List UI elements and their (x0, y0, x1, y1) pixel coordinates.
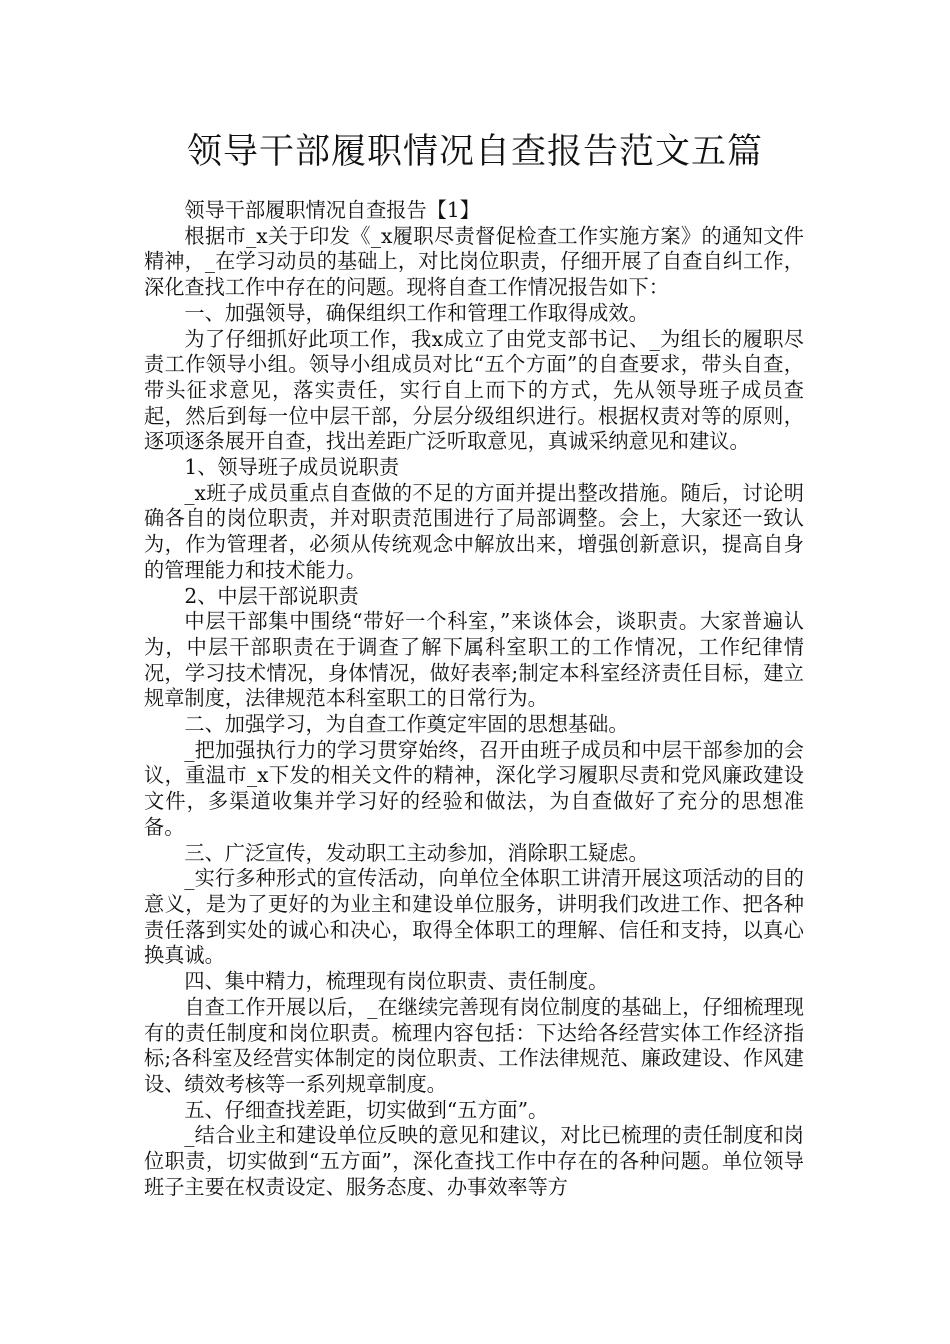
paragraph: 自查工作开展以后，_在继续完善现有岗位制度的基础上，仔细梳理现有的责任制度和岗位职责。梳理内容包括：下达给各经营实体工作经济指标;各科室及经营实体制定的岗位职责、工作法律规范、廉政建设、作风建设、绩效考核等一系列规章制度。 (144, 994, 804, 1096)
section-heading: 四、集中精力，梳理现有岗位职责、责任制度。 (184, 969, 609, 994)
subsection-heading: 2、中层干部说职责 (184, 583, 359, 608)
section-heading: 一、加强领导，确保组织工作和管理工作取得成效。 (184, 300, 649, 325)
paragraph: _把加强执行力的学习贯穿始终，召开由班子成员和中层干部参加的会议，重温市_x下发的相关文件的精神，深化学习履职尽责和党风廉政建设文件，多渠道收集并学习好的经验和做法，为自查做好了充分的思想准备。 (144, 737, 804, 839)
section-heading: 三、广泛宣传，发动职工主动参加，消除职工疑虑。 (184, 840, 649, 865)
paragraph: _实行多种形式的宣传活动，向单位全体职工讲清开展这项活动的目的意义，是为了更好的为业主和建设单位服务，讲明我们改进工作、把各种责任落到实处的诚心和决心，取得全体职工的理解、信任和支持，以真心换真诚。 (144, 866, 804, 968)
paragraph: 为了仔细抓好此项工作，我x成立了由党支部书记、_为组长的履职尽责工作领导小组。领导小组成员对比“五个方面”的自查要求，带头自查，带头征求意见，落实责任，实行自上而下的方式，先从领导班子成员查起，然后到每一位中层干部，分层分级组织进行。根据权责对等的原则，逐项逐条展开自查，找出差距广泛听取意见，真诚采纳意见和建议。 (144, 326, 804, 454)
document-body (144, 198, 804, 1200)
section-heading: 领导干部履职情况自查报告【1】 (184, 198, 480, 222)
paragraph: _x班子成员重点自查做的不足的方面并提出整改措施。随后，讨论明确各自的岗位职责，并对职责范围进行了局部调整。会上，大家还一致认为，作为管理者，必须从传统观念中解放出来，增强创新意识，提高自身的管理能力和技术能力。 (144, 480, 804, 582)
paragraph: 根据市_x关于印发《_x履职尽责督促检查工作实施方案》的通知文件精神，_在学习动员的基础上，对比岗位职责，仔细开展了自查自纠工作，深化查找工作中存在的问题。现将自查工作情况报告如下： (144, 223, 804, 300)
document-title: 领导干部履职情况自查报告范文五篇 (186, 132, 763, 172)
paragraph: 中层干部集中围绕“带好一个科室，”来谈体会，谈职责。大家普遍认为，中层干部职责在于调查了解下属科室职工的工作情况，工作纪律情况，学习技术情况，身体情况，做好表率;制定本科室经济责任目标，建立规章制度，法律规范本科室职工的日常行为。 (144, 609, 804, 711)
section-heading: 五、仔细查找差距，切实做到“五方面”。 (184, 1097, 549, 1122)
subsection-heading: 1、领导班子成员说职责 (184, 455, 400, 480)
paragraph: _结合业主和建设单位反映的意见和建议，对比已梳理的责任制度和岗位职责，切实做到“五方面”，深化查找工作中存在的各种问题。单位领导班子主要在权责设定、服务态度、办事效率等方 (144, 1123, 804, 1199)
section-heading: 二、加强学习，为自查工作奠定牢固的思想基础。 (184, 712, 629, 737)
